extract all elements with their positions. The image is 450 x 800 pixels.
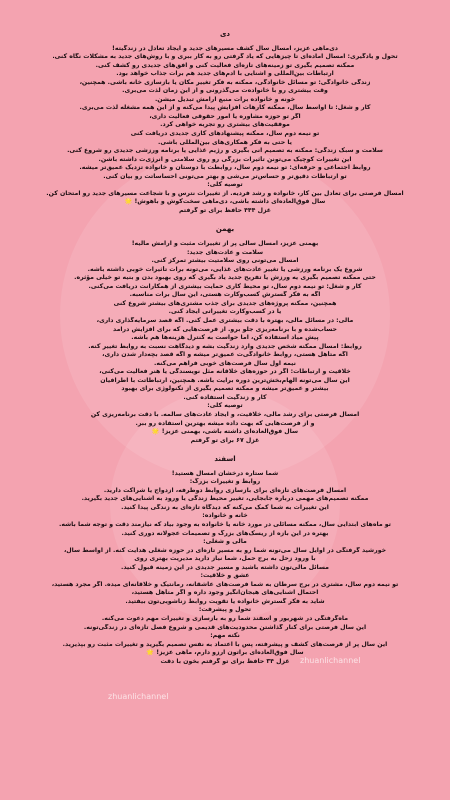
text-line: امسال فرصتی برای تعادل بین کار، خانواده و رشد فردیه. از تغییرات نترس و با شجاعت مسیرهای جدید رو امتحان کن.: [46, 189, 404, 197]
text-line: و از فرصت‌هایی که بهت داده میشه بهترین استفاده رو ببر.: [135, 419, 315, 427]
text-line: ماه‌گرفتگی در شهریور و اسفند شما رو به بازسازی و تغییرات مهم دعوت می‌کنه.: [101, 615, 349, 622]
text-line: تحول و یادگیری: امسال آماده‌ای تا چیزهایی که یاد گرفتی رو به کار ببری و با روش‌های جدید به مشکلات نگاه کنی.: [52, 53, 398, 61]
text-line: تو ارتباطات دقیق‌تر و حساس‌تر می‌شی و بهتر می‌تونی احساساتت رو بیان کنی.: [103, 172, 347, 180]
text-line: کار و شغل: تا اواسط سال، ممکنه کارهات افزایش پیدا می‌کنه و از این همه مشغله لذت می‌بری.: [79, 104, 371, 112]
watermark-text: zhuanlichannel: [300, 656, 361, 665]
text-line: غزل ۳۴ حافظ برای تو گرفتم بخون با دقت: [160, 657, 290, 665]
text-line: شروع یک برنامه ورزشی یا تغییر عادت‌های غذایی، می‌تونه برات تأثیرات خوبی داشته باشه.: [87, 265, 363, 273]
text-line: زندگی خانوادگی: تو مسائل خانوادگی، ممکنه به فکر تغییر مکان یا بازسازی خانه باشی. همچنین،: [79, 78, 371, 86]
text-line: تحول و پیشرفت:: [198, 606, 252, 614]
text-line: سال فوق‌العاده‌ای داشته باشی، دی‌ماهی سخت‌کوش و باهوش! 🌟: [124, 198, 326, 206]
text-line: این سال فرصتی برای کنار گذاشتن محدودیت‌های قدیمی و شروع فصل تازه‌ای در زندگی‌تونه.: [83, 623, 367, 631]
text-line: تو نیمه دوم سال، مشتری در برج سرطان به شما فرصت‌های عاشقانه، رمانتیک و خلاقانه‌ای میده. اگر مجرد هستید،: [51, 580, 399, 588]
text-line: عشق و خلاقیت:: [200, 572, 250, 580]
text-line: خلاقیت و ارتباطات: اگر در حوزه‌های خلاقانه مثل نویسندگی یا هنر فعالیت می‌کنی،: [99, 368, 351, 376]
text-line: این تغییرات کوچیک می‌تونن تأثیرات بزرگی رو روی سلامتی و انرژی‌ت داشته باشن.: [98, 155, 352, 163]
text-line: این سال پر از فرصت‌های کشف و پیشرفته، پس با اعتماد به نفس تصمیم بگیرید و تغییرات مثبت رو بپذیرید.: [62, 640, 388, 648]
text-line: ارتباطات بین‌المللی و آشنایی با آدم‌های جدید هم برات جذاب خواهد بود.: [116, 70, 334, 78]
text-line: نیمه اول سال فرصت‌های خوبی فراهم می‌کنه.: [154, 359, 296, 367]
text-line: اگه به فکر گسترش کسب‌وکارت هستی، این سال برات مناسبه.: [129, 291, 321, 299]
text-line: غزل ۴۴۴ حافظ برای تو گرفتم: [178, 206, 272, 214]
text-line: احتمال آشنایی‌های هیجان‌انگیز وجود داره و اگر متأهل هستید،: [131, 589, 319, 597]
text-line: خورشید گرفتگی در اوایل سال می‌تونه شما رو به مسیر تازه‌ای در حوزه شغلی هدایت کنه. از اواسط سال،: [63, 546, 387, 554]
section-title: دی: [219, 30, 230, 38]
text-line: این سال می‌تونه الهام‌بخش‌ترین دوره برایت باشه. همچنین، ارتباطاتت با اطرافیان: [100, 376, 350, 384]
text-line: کار و زندگیت استفاده کنی.: [183, 393, 267, 401]
text-line: حتی ممکنه تصمیم بگیری یه ورزش یا تفریح جدید یاد بگیری که روی بهبود بدن و بنیه تو خیلی مؤثره.: [74, 274, 376, 282]
text-line: امسال فرصت‌های تازه‌ای برای بازسازی روابط دوطرفه، ازدواج یا شراکت دارید.: [103, 486, 347, 494]
text-line: بیشتر و عمیق‌تر میشه و ممکنه تصمیم بگیری از تکنولوژی برای بهبود: [121, 385, 329, 393]
text-line: دی‌ماهی عزیز، امسال سال کشف مسیرهای جدید و ایجاد تعادل در زندگیته!: [112, 44, 338, 52]
text-line: توصیه کلی:: [207, 181, 243, 189]
text-line: سال فوق‌العاده‌ای براتون آرزو دارم، ماهی عزیز! 🌟: [146, 649, 304, 657]
text-line: غزل ۶۷ برای تو گرفتم: [190, 436, 260, 444]
text-line: توصیه کلی:: [207, 402, 243, 410]
text-line: شاید به فکر گسترش خانواده یا تقویت روابط زناشویی‌تون بیفتید.: [125, 597, 325, 605]
text-line: حساب‌شده و با برنامه‌ریزی جلو برو. از فرصت‌هایی که برای افزایش درآمد: [113, 325, 337, 333]
text-line: اگر تو حوزه مشاوره یا امور حقوقی فعالیت داری،: [149, 112, 301, 120]
text-line: سال فوق‌العاده‌ای داشته باشی، بهمنی عزیز! 🌟: [151, 428, 299, 436]
text-line: یا حتی به فکر همکاری‌های بین‌المللی باشی.: [158, 138, 292, 146]
text-line: امسال می‌تونی روی سلامتیت بیشتر تمرکز کنی.: [151, 257, 299, 265]
text-line: مالی: در مسائل مالی، بهتره با دقت بیشتری عمل کنی. اگه قصد سرمایه‌گذاری داری،: [96, 316, 354, 324]
text-line: کار و شغل: تو نیمه دوم سال، تو محیط کاری حمایت بیشتری از همکارانت دریافت می‌کنی.: [88, 282, 362, 290]
text-line: مالی و شغلی:: [203, 538, 247, 546]
text-line: بهتره در این بازه از ریسک‌های بزرگ و تصمیمات عجولانه دوری کنید.: [121, 529, 329, 537]
text-line: این تغییرات به شما کمک می‌کنه که دیدگاه تازه‌ای به زندگی پیدا کنید.: [121, 503, 329, 511]
text-line: روابط: امسال ممکنه شخص جدیدی وارد زندگیت بشه و دیدگاهت نسبت به روابط تغییر کنه.: [88, 342, 362, 350]
text-line: همچنین، ممکنه پروژه‌های جدیدی برای جذب مشتری‌های بیشتر شروع کنی: [113, 299, 337, 307]
text-line: تو نیمه دوم سال، ممکنه پیشنهادهای کاری جدیدی دریافت کنی: [130, 130, 320, 138]
text-line: بهمنی عزیز، امسال سالی پر از تغییرات مثبت و آرامش مالیه!: [131, 240, 319, 248]
text-line: وقت بیشتری رو با خانواده‌ت می‌گذرونی و از این زمان لذت می‌بری.: [122, 87, 328, 95]
text-line: امسال فرصتی برای رشد مالی، خلاقیت، و ایجاد عادت‌های سالمه. با دقت برنامه‌ریزی کن: [90, 410, 360, 418]
text-line: ممکنه تصمیم‌های مهمی درباره جابجایی، تغییر محیط زندگی یا ورود به آشنایی‌های جدید بگیرید.: [81, 495, 369, 503]
section-title: بهمن: [215, 225, 235, 234]
text-line: با ورود زحل به برج حمل، شما نیاز دارید مدیریت بهتری روی: [134, 555, 316, 563]
text-line: روابط اجتماعی و حرفه‌ای: تو نیمه دوم سال، روابطت با دوستان و خانواده تزدیک عمیق‌تر میشه.: [79, 164, 371, 172]
text-line: شما ستاره درخشان امسال هستید!: [171, 469, 279, 477]
text-line: نکته مهم:: [210, 632, 240, 640]
text-line: روابط و تغییرات بزرگ:: [189, 478, 261, 486]
text-line: مسائل مالی‌تون داشته باشید و مسیر جدیدی در این زمینه قبول کنید.: [120, 563, 329, 571]
text-line: سلامت و عادت‌های جدید:: [186, 248, 264, 256]
text-line: ممکنه تصمیم بگیری تو زمینه‌های تازه‌ای فعالیت کنی و افق‌های جدیدی رو کشف کنی.: [95, 61, 355, 69]
text-line: خونه و خانواده برات منبع آرامش تبدیل میشن.: [154, 95, 296, 103]
text-line: اگه متأهل هستی، روابط خانوادگی‌ت عمیق‌تر میشه و اگه قصد بچه‌دار شدن داری،: [102, 351, 348, 359]
text-line: خانه و خانواده:: [202, 512, 248, 520]
text-line: موفقیت‌های بیشتری رو تجربه خواهی کرد.: [160, 121, 290, 129]
watermark-text: zhuanlichannel: [108, 692, 169, 701]
text-line: سلامت و سبک زندگی: ممکنه به تصمیم آنی بگیری و رژیم غذایی یا برنامه ورزشی جدیدی رو شروع کنی.: [67, 147, 383, 155]
text-line: تو ماه‌های ابتدایی سال، ممکنه مسائلی در مورد خانه یا خانواده به وجود بیاد که نیازمند دقت و توجه شما باشه.: [58, 520, 392, 528]
text-line: پیش میاد استفاده کن، اما حواست به کنترل هزینه‌ها هم باشه.: [131, 334, 319, 342]
section-title: اسفند: [214, 455, 236, 464]
text-line: یا در کسب‌وکارت تغییراتی ایجاد کنی.: [168, 308, 282, 316]
